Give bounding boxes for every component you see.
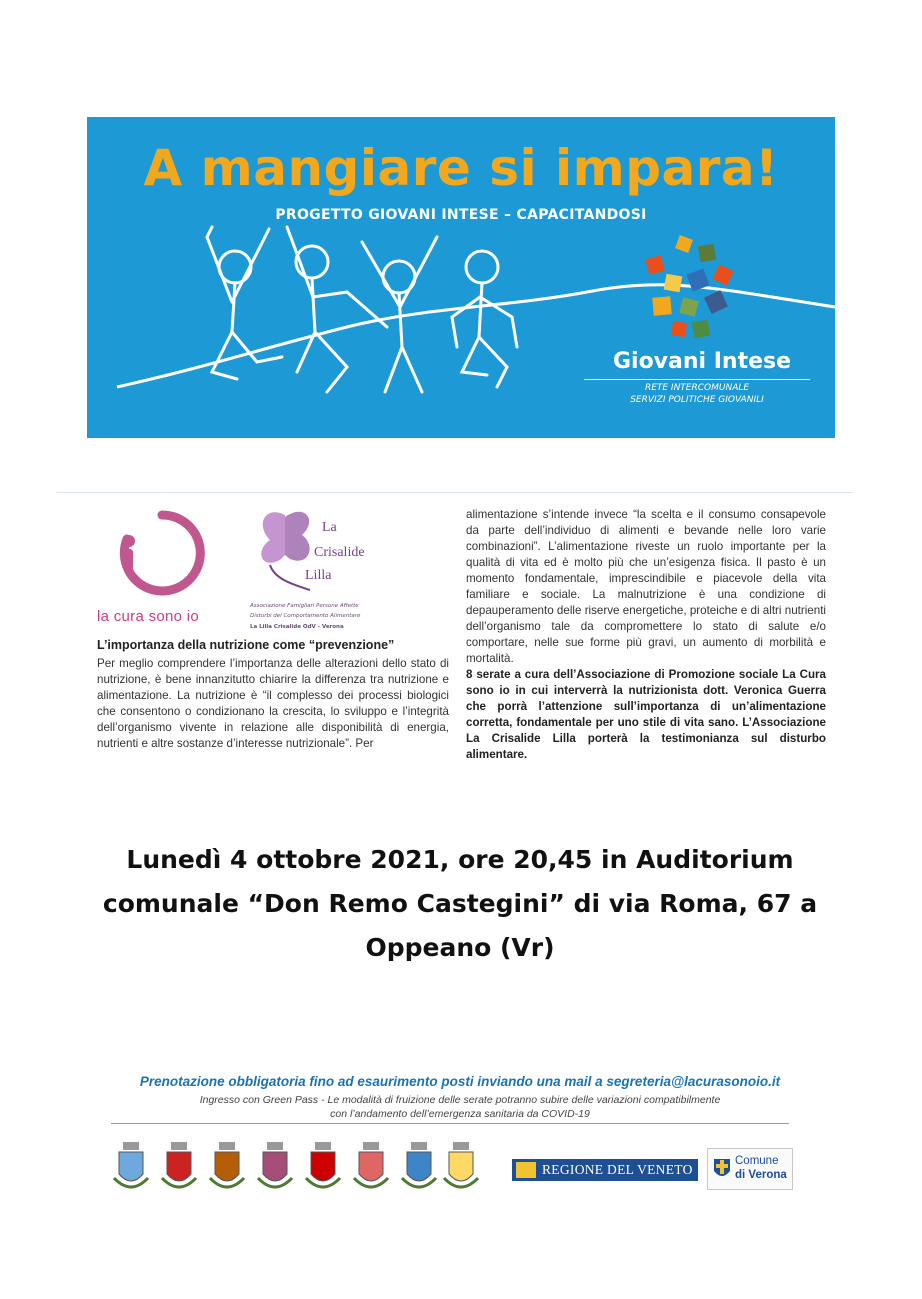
crisalide-logo-text: Crisalide — [314, 545, 365, 560]
la-cura-sono-io-logo-icon — [115, 507, 210, 597]
municipal-crests-icon — [111, 1138, 481, 1198]
footer-divider — [111, 1123, 789, 1124]
section-divider — [57, 492, 853, 493]
green-pass-notice: con l’andamento dell’emergenza sanitaria da COVID-19 — [330, 1108, 590, 1120]
crisalide-logo-text: Lilla — [305, 568, 332, 583]
green-pass-notice: Ingresso con Green Pass - Le modalità di fruizione delle serate potranno subire delle variazioni compatibilmente — [199, 1094, 721, 1106]
crisalide-subtitle: Associazione Famigliari Persone Affette — [250, 603, 359, 609]
article-column-right: alimentazione s’intende invece “la scelta e il consumo consapevole da parte dell’individuo di alimenti e bevande nelle loro varie combinazioni”. L’alimentazione riveste un ruolo importante per la qualità di vita ed è molto più che un’esigenza fisica. Il pasto è un momento fondamentale, imprescindibile e piacevole della vita familiare e sociale. La malnutrizione è una condizione di depauperamento delle riserve energetiche, proteiche e di altri nutrienti dell’organismo tale da compromettere lo stato di salute e/o comportare, nelle sue forme più gravi, un aumento di morbilità e mortalità. — [466, 508, 826, 665]
brand-divider — [584, 379, 810, 380]
verona-label: di Verona — [735, 1169, 787, 1181]
regione-veneto-label: REGIONE DEL VENETO — [542, 1162, 693, 1177]
comune-di-verona-logo — [707, 1148, 793, 1190]
event-details: Lunedì 4 ottobre 2021, ore 20,45 in Auditorium comunale “Don Remo Castegini” di via Roma, 67 a Oppeano (Vr) — [102, 845, 818, 962]
article-heading: L’importanza della nutrizione come “prevenzione” — [97, 638, 395, 652]
brand-tagline: SERVIZI POLITICHE GIOVANILI — [630, 395, 764, 405]
crisalide-logo-text: La — [322, 520, 337, 535]
butterfly-icon — [250, 505, 320, 600]
article-event-summary: 8 serate a cura dell’Associazione di Promozione sociale La Cura sono io in cui interverrà la nutrizionista dott. Veronica Guerra che porrà l’attenzione sull’importanza di un’alimentazione corretta, fondamentale per uno stile di vita sano. L’Associazione La Crisalide Lilla porterà la testimonianza sul disturbo alimentare. — [466, 668, 826, 761]
banner-subtitle: PROGETTO GIOVANI INTESE – CAPACITANDOSI — [275, 207, 647, 223]
crisalide-subtitle: La Lilla Crisalide OdV - Verona — [250, 624, 344, 630]
la-cura-sono-io-logo-text: la cura sono io — [97, 608, 200, 625]
event-banner — [87, 117, 835, 438]
lion-icon — [516, 1162, 536, 1178]
regione-veneto-logo — [512, 1159, 698, 1181]
booking-notice: Prenotazione obbligatoria fino ad esaurimento posti inviando una mail a segreteria@lacurasonoio.it — [139, 1074, 781, 1089]
article-column-left: Per meglio comprendere l’importanza delle alterazioni dello stato di nutrizione, è bene innanzitutto chiarire la differenza tra nutrizione e alimentazione. La nutrizione è “il complesso dei processi biologici che consentono o condizionano la crescita, lo sviluppo e l’integrità dell’organismo vivente in relazione alle disponibilità di energia, nutrienti e altre sostanze d’interesse nutrizionale”. Per — [97, 657, 449, 750]
verona-crest-icon — [713, 1155, 731, 1181]
crisalide-subtitle: Disturbi del Comportamento Alimentare — [250, 613, 361, 619]
giovani-intese-logo-name: Giovani Intese — [612, 349, 792, 374]
verona-label: Comune — [735, 1155, 779, 1167]
banner-title: A mangiare si impara! — [143, 139, 779, 197]
brand-tagline: RETE INTERCOMUNALE — [644, 383, 750, 393]
